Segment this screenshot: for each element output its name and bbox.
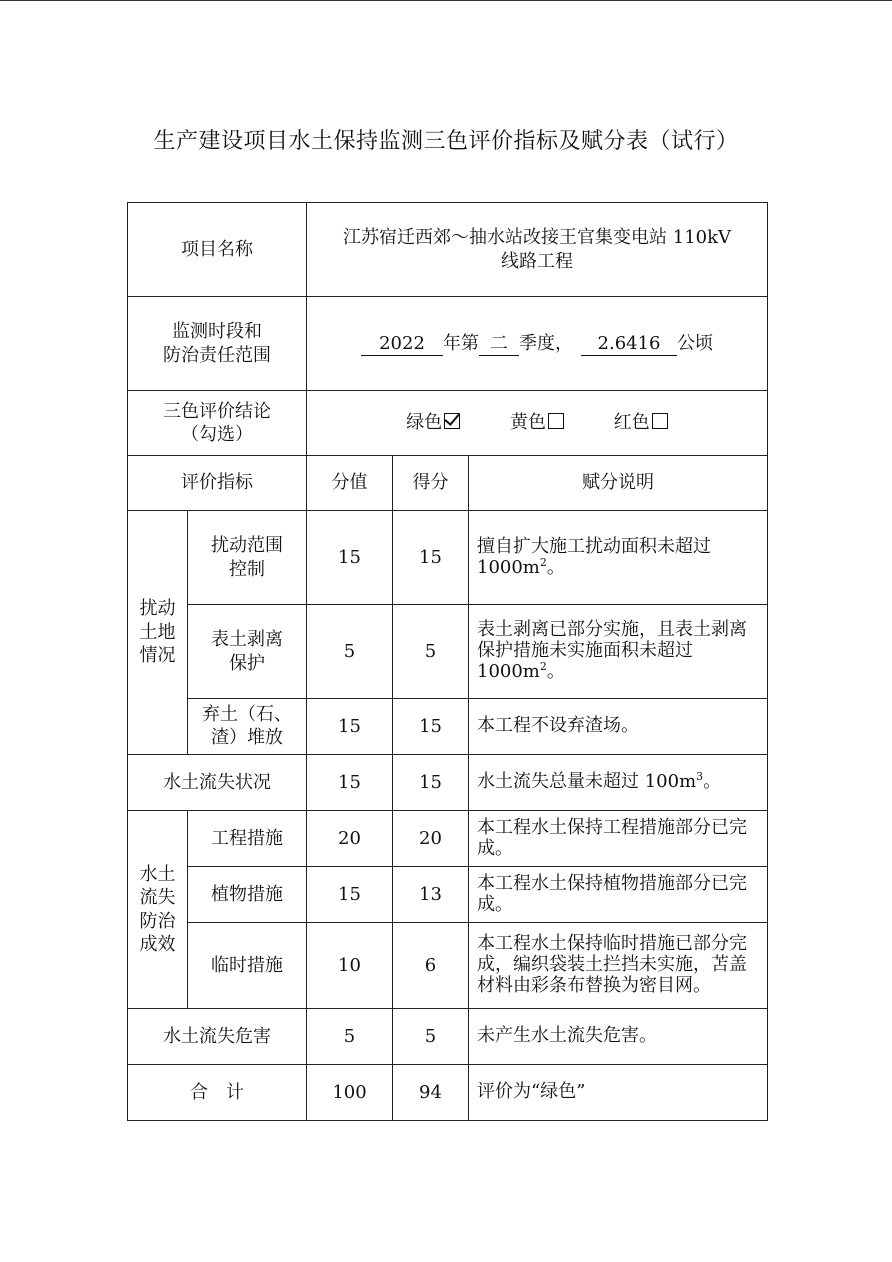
option-yellow[interactable] (510, 411, 564, 434)
table-row (128, 699, 768, 755)
group1-label-line2: 土地 (139, 621, 176, 643)
group2-label-line3: 防治 (139, 910, 176, 932)
period-row (128, 297, 768, 391)
hazard-label: 水土流失危害 (128, 1009, 307, 1065)
period-label-line2: 防治责任范围 (163, 344, 271, 366)
header-indicator: 评价指标 (128, 456, 307, 511)
score-note-end: 。 (546, 556, 565, 578)
score-note-text: 表土剥离已部分实施，且表土剥离保护措施未实施面积未超过 1000m (477, 619, 747, 682)
score-got: 15 (393, 755, 469, 811)
score-note (469, 755, 768, 811)
header-explanation: 赋分说明 (469, 456, 768, 511)
indicator-name: 植物措施 (188, 867, 307, 923)
score-value: 5 (307, 1009, 393, 1065)
score-note-sup: 3 (696, 770, 704, 784)
header-score-value: 分值 (307, 456, 393, 511)
conclusion-label-line2: （勾选） (181, 424, 253, 445)
score-note-end: 。 (703, 771, 722, 793)
score-got: 5 (393, 605, 469, 699)
score-note-sup: 2 (539, 659, 547, 673)
table-row (128, 867, 768, 923)
indicator-name-line1: 弃土（石、 (202, 704, 292, 725)
indicator-name (188, 605, 307, 699)
conclusion-label-line1: 三色评价结论 (163, 400, 271, 422)
header-row (128, 456, 768, 511)
period-label (128, 297, 307, 391)
score-note-end: 。 (546, 660, 565, 682)
table-row (128, 1009, 768, 1065)
project-label: 项目名称 (128, 203, 307, 297)
option-red-label: 红色 (613, 412, 650, 434)
group1-label-line1: 扰动 (139, 598, 176, 620)
score-got: 6 (393, 923, 469, 1009)
score-note: 本工程水土保持工程措施部分已完成。 (469, 811, 768, 867)
score-got: 15 (393, 511, 469, 605)
score-note-text: 水土流失总量未超过 100m (477, 771, 697, 793)
page-title: 生产建设项目水土保持监测三色评价指标及赋分表（试行） (153, 129, 739, 154)
project-value (307, 203, 768, 297)
option-red[interactable] (614, 411, 668, 434)
period-quarter: 二 (479, 333, 519, 356)
checkbox-checked-icon[interactable] (444, 413, 460, 429)
total-note: 评价为“绿色” (469, 1065, 768, 1121)
indicator-name-line1: 扰动范围 (211, 535, 283, 557)
erosion-status-label: 水土流失状况 (128, 755, 307, 811)
score-note: 本工程水土保持植物措施部分已完成。 (469, 867, 768, 923)
indicator-name: 临时措施 (188, 923, 307, 1009)
score-value: 10 (307, 923, 393, 1009)
option-green[interactable] (406, 411, 460, 434)
score-got: 15 (393, 699, 469, 755)
score-got: 20 (393, 811, 469, 867)
total-value: 100 (307, 1065, 393, 1121)
score-value: 20 (307, 811, 393, 867)
score-note (469, 605, 768, 699)
period-area: 2.6416 (581, 333, 677, 356)
score-note: 未产生水土流失危害。 (469, 1009, 768, 1065)
header-score-got: 得分 (393, 456, 469, 511)
option-yellow-label: 黄色 (510, 412, 547, 434)
indicator-name: 工程措施 (188, 811, 307, 867)
group2-label-line2: 流失 (139, 887, 176, 909)
group1-label-line3: 情况 (139, 645, 176, 667)
checkbox-empty-icon[interactable] (652, 413, 668, 429)
score-value: 5 (307, 605, 393, 699)
score-note: 本工程不设弃渣场。 (469, 699, 768, 755)
total-score: 94 (393, 1065, 469, 1121)
group1-label (128, 511, 188, 755)
score-value: 15 (307, 699, 393, 755)
conclusion-options (307, 391, 768, 456)
period-year-suffix: 年第 (443, 332, 480, 354)
group2-label-line4: 成效 (139, 933, 176, 955)
score-got: 13 (393, 867, 469, 923)
table-row (128, 923, 768, 1009)
table-row (128, 811, 768, 867)
project-value-line2: 线路工程 (501, 250, 574, 272)
period-quarter-suffix: 季度， (519, 332, 574, 354)
score-note-text: 擅自扩大施工扰动面积未超过 1000m (477, 535, 711, 578)
indicator-name (188, 699, 307, 755)
score-note: 本工程水土保持临时措施已部分完成，编织袋装土拦挡未实施，苫盖材料由彩条布替换为密目网。 (469, 923, 768, 1009)
project-value-line1: 江苏宿迁西郊～抽水站改接王官集变电站 110kV (343, 227, 731, 249)
score-value: 15 (307, 867, 393, 923)
indicator-name-line2: 控制 (229, 558, 265, 580)
option-green-label: 绿色 (406, 412, 443, 434)
project-row (128, 203, 768, 297)
total-label: 合 计 (128, 1065, 307, 1121)
score-note-sup: 2 (539, 555, 547, 569)
total-row (128, 1065, 768, 1121)
evaluation-table (127, 202, 768, 1121)
group2-label-line1: 水土 (139, 863, 176, 885)
table-row (128, 755, 768, 811)
indicator-name-line2: 渣）堆放 (211, 726, 283, 748)
indicator-name-line2: 保护 (229, 652, 265, 674)
table-row (128, 605, 768, 699)
score-value: 15 (307, 755, 393, 811)
indicator-name-line1: 表土剥离 (211, 629, 283, 651)
conclusion-label (128, 391, 307, 456)
score-value: 15 (307, 511, 393, 605)
period-label-line1: 监测时段和 (172, 321, 262, 343)
conclusion-row (128, 391, 768, 456)
indicator-name (188, 511, 307, 605)
table-row (128, 511, 768, 605)
group2-label (128, 811, 188, 1009)
score-got: 5 (393, 1009, 469, 1065)
period-year: 2022 (361, 333, 443, 356)
top-border-line (0, 0, 892, 1)
period-area-unit: 公顷 (677, 332, 714, 354)
score-note (469, 511, 768, 605)
period-value (307, 297, 768, 391)
checkbox-empty-icon[interactable] (548, 413, 564, 429)
